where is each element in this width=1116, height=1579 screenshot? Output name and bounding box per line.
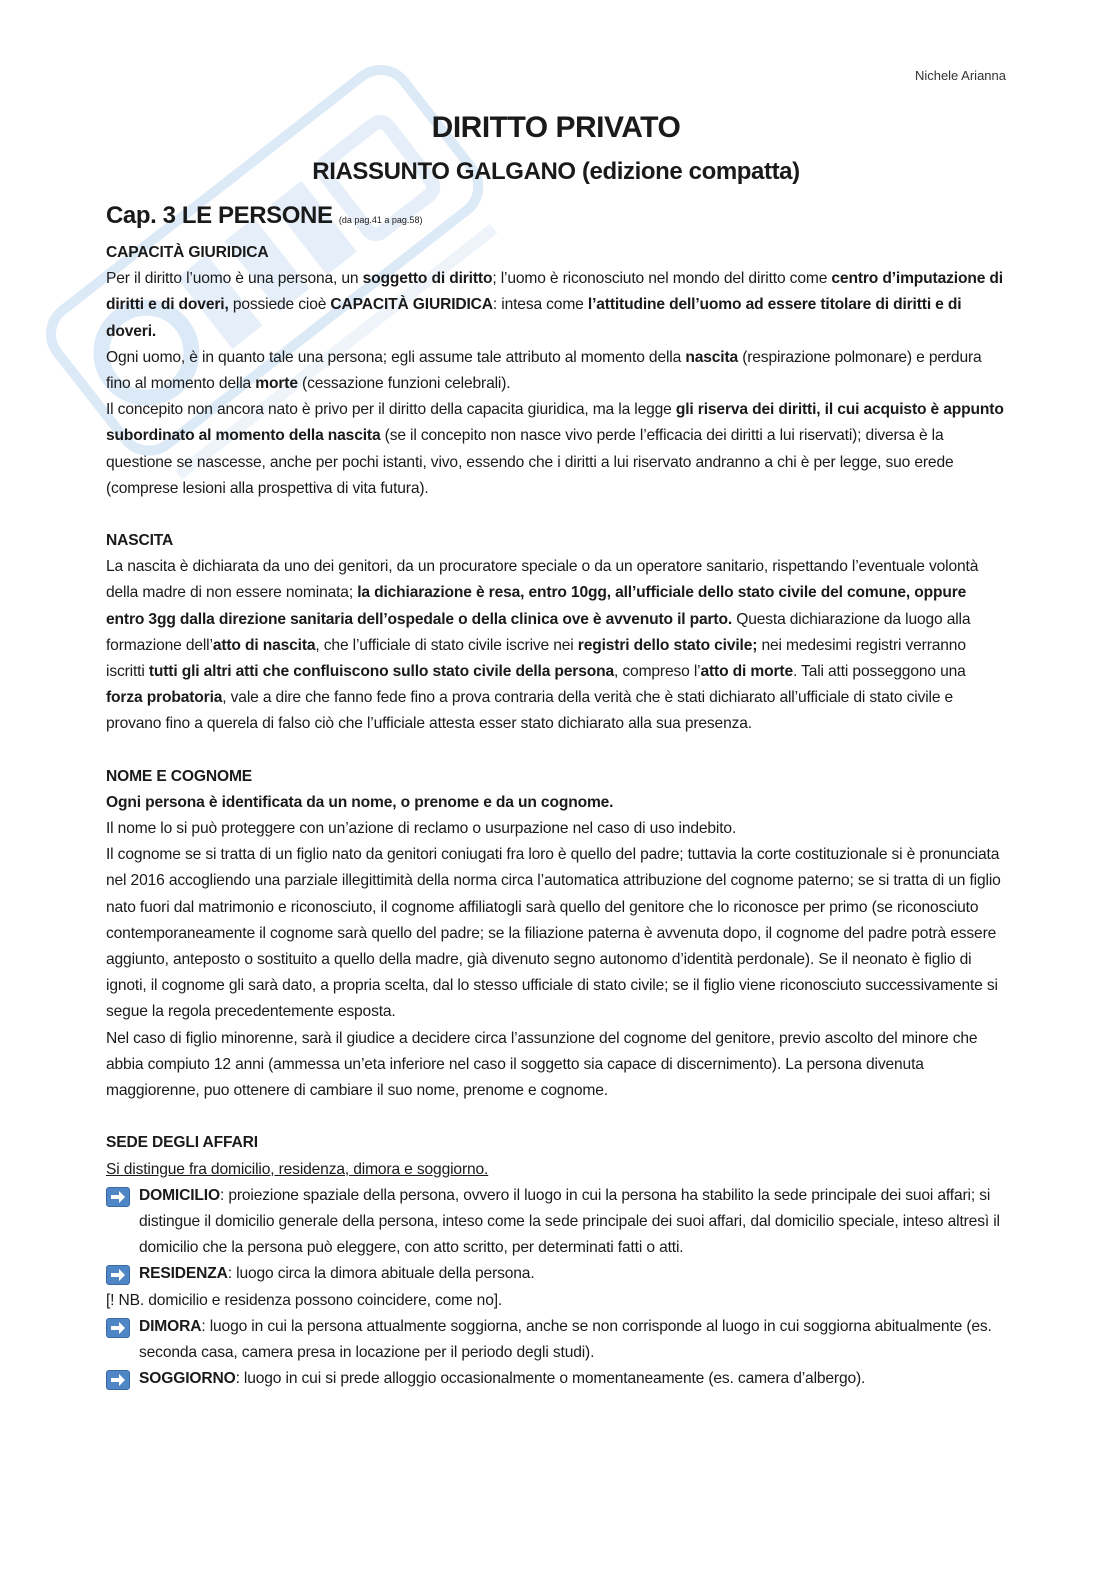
arrow-right-icon [106, 1265, 130, 1285]
chapter-title: Cap. 3 LE PERSONE [106, 202, 333, 229]
paragraph: Per il diritto l’uomo è una persona, un soggetto di diritto; l’uomo è riconosciuto nel mondo del diritto come centro d’imputazione di diritti e di doveri, possiede cioè CAPACITÀ GIURIDICA: intesa come l’attitudine dell’uomo ad essere titolare di diritti e di doveri. [106, 270, 1003, 340]
document-body [106, 108, 1006, 1392]
paragraph-intro: Si distingue fra domicilio, residenza, dimora e soggiorno. [106, 1160, 489, 1178]
section-heading-capacita: CAPACITÀ GIURIDICA [106, 244, 269, 261]
list-item: DOMICILIO: proiezione spaziale della persona, ovvero il luogo in cui la persona ha stabilito la sede principale dei suoi affari; si distingue il domicilio generale della persona, inteso come la sede principale dei suoi affari, dal domicilio speciale, inteso altresì il domicilio che la persona può eleggere, con atto scritto, per determinati fatti o atti. [106, 1183, 1006, 1262]
paragraph: Il cognome se si tratta di un figlio nato da genitori coniugati fra loro è quello del padre; tuttavia la corte costituzionale si è pronunciata nel 2016 accogliendo una parziale illegittimità della norma circa l’automatica attribuzione del cognome paterno; se si tratta di un figlio nato fuori dal matrimonio e riconosciuto, il cognome affiliatogli sarà quello del genitore che lo riconosce per primo (se riconosciuto contemporaneamente il cognome sarà quello del padre; se la filiazione paterna è avvenuta dopo, il cognome del padre potrà essere aggiunto, anteposto o sostituito a quello della madre, già divenuto segno autonomo d’identità perdonale). Se il neonato è figlio di ignoti, il cognome gli sarà dato, a propria scelta, dal lo stesso ufficiale di stato civile; se il figlio viene riconosciuto successivamente si segue la regola precedentemente esposta. [106, 846, 1001, 1021]
paragraph: Il nome lo si può proteggere con un’azione di reclamo o usurpazione nel caso di uso indebito. [106, 820, 737, 838]
chapter-heading [106, 196, 1006, 240]
paragraph: La nascita è dichiarata da uno dei genitori, da un procuratore speciale o da un operatore sanitario, rispettando l’eventuale volontà della madre di non essere nominata; la dichiarazione è resa, entro 10gg, all’ufficiale dello stato civile del comune, oppure entro 3gg dalla direzione sanitaria dell’ospedale o della clinica ove è avvenuto il parto. Questa dichiarazione da luogo alla formazione dell’atto di nascita, che l’ufficiale di stato civile iscrive nei registri dello stato civile; nei medesimi registri verranno iscritti tutti gli altri atti che confluiscono sullo stato civile della persona, compreso l’atto di morte. Tali atti posseggono una forza probatoria, vale a dire che fanno fede fino a prova contraria della verità che è stati dichiarato all’ufficiale di stato civile e provano fino a querela di falso ciò che l’ufficiale attesta esser stato dichiarato alla sua presenza. [106, 558, 979, 733]
paragraph-lead: Ogni persona è identificata da un nome, o prenome e da un cognome. [106, 793, 614, 811]
paragraph: Il concepito non ancora nato è privo per il diritto della capacita giuridica, ma la legge gli riserva dei diritti, il cui acquisto è appunto subordinato al momento della nascita (se il concepito non nasce vivo perde l’efficacia dei diritti a lui riservati); diversa è la questione se nascesse, anche per pochi istanti, vivo, essendo che i diritti a lui riservato andranno a chi è per legge, suo erede (comprese lesioni alla prospettiva di vita futura). [106, 401, 1004, 497]
section-heading-nome: NOME E COGNOME [106, 767, 253, 785]
arrow-right-icon [106, 1370, 130, 1390]
arrow-right-icon [106, 1187, 130, 1207]
document-title: DIRITTO PRIVATO [431, 111, 681, 144]
definition-list [106, 1183, 1006, 1288]
author-name: Nichele Arianna [914, 68, 1006, 83]
paragraph: Ogni uomo, è in quanto tale una persona; egli assume tale attributo al momento della nascita (respirazione polmonare) e perdura fino al momento della morte (cessazione funzioni celebrali). [106, 348, 982, 393]
definition-list [106, 1314, 1006, 1393]
section-heading-nascita: NASCITA [106, 532, 174, 550]
paragraph: Nel caso di figlio minorenne, sarà il giudice a decidere circa l’assunzione del cognome del genitore, previo ascolto del minore che abbia compiuto 12 anni (ammessa un’eta inferiore nel caso il soggetto sia capace di discernimento). La persona divenuta maggiorenne, puo ottenere di cambiare il suo nome, prenome e cognome. [106, 1029, 978, 1100]
chapter-pages: (da pag.41 a pag.58) [338, 215, 423, 225]
list-item: DIMORA: luogo in cui la persona attualmente soggiorna, anche se non corrisponde al luogo in cui soggiorna abitualmente (es. seconda casa, camera presa in locazione per il periodo degli studi). [106, 1314, 1006, 1366]
arrow-right-icon [106, 1318, 130, 1338]
document-subtitle: RIASSUNTO GALGANO (edizione compatta) [312, 158, 800, 185]
list-item: RESIDENZA: luogo circa la dimora abituale della persona. [106, 1261, 1006, 1287]
section-heading-sede: SEDE DEGLI AFFARI [106, 1134, 258, 1152]
list-item: SOGGIORNO: luogo in cui si prede alloggio occasionalmente o momentaneamente (es. camera d’albergo). [106, 1366, 1006, 1392]
note: [! NB. domicilio e residenza possono coincidere, come no]. [106, 1291, 503, 1309]
